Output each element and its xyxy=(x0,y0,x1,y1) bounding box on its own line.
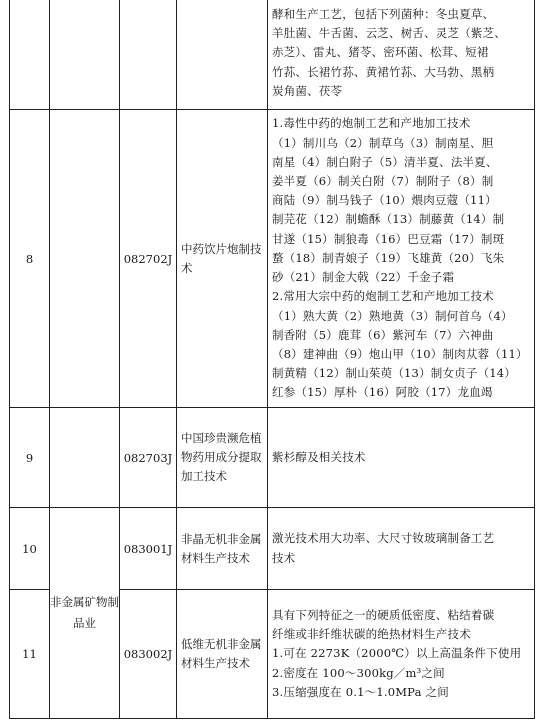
table-row xyxy=(10,110,535,408)
description-line: 红参（15）厚朴（16）阿胶（17）龙血竭 xyxy=(272,385,493,400)
category-cell xyxy=(50,0,120,110)
description-cell xyxy=(268,0,535,110)
row-number-cell: 11 xyxy=(10,590,50,719)
description-line: 蝥（18）制青娘子（19）飞雄黄（20）飞朱 xyxy=(272,250,505,265)
code-cell: 082703J xyxy=(120,408,177,508)
description-line: 羊肚菌、牛舌菌、云芝、树舌、灵芝（紫芝、 xyxy=(272,26,506,41)
row-number-cell: 9 xyxy=(10,408,50,508)
description-line: 赤芝）、雷丸、猪苓、密环菌、松茸、短裙 xyxy=(272,45,489,60)
description-line: 酵和生产工艺，包括下列菌种：冬虫夏草、 xyxy=(272,6,495,21)
tech-catalog-table xyxy=(9,0,535,719)
description-line: 甘遂（15）制狼毒（16）巴豆霜（17）制斑 xyxy=(272,231,505,246)
description-line: 南星（4）制白附子（5）清半夏、法半夏、 xyxy=(272,154,498,169)
description-cell xyxy=(268,408,535,508)
table-row xyxy=(10,408,535,508)
description-line: 砂（21）制金大戟（22）千金子霜 xyxy=(272,270,455,285)
row-number-cell: 8 xyxy=(10,110,50,408)
table-row xyxy=(10,508,535,590)
description-line: 制香附（5）鹿茸（6）紫河车（7）六神曲 xyxy=(272,327,494,342)
tech-name-cell: 中国珍贵濒危植物药用成分提取加工技术 xyxy=(177,408,268,508)
description-line: 激光技术用大功率、大尺寸钕玻璃制备工艺 xyxy=(272,531,495,546)
description-line: 3.压缩强度在 0.1～1.0MPa 之间 xyxy=(272,684,449,699)
code-cell xyxy=(120,0,177,110)
description-line: （8）建神曲（9）炮山甲（10）制肉苁蓉（11） xyxy=(272,346,528,361)
description-line: 姜半夏（6）制关白附（7）制附子（8）制 xyxy=(272,174,494,189)
table-row xyxy=(10,0,535,110)
tech-name-cell: 低维无机非金属材料生产技术 xyxy=(177,590,268,719)
description-line: 紫杉醇及相关技术 xyxy=(272,449,366,464)
description-cell xyxy=(268,508,535,590)
description-line: 制芫花（12）制蟾酥（13）制藤黄（14）制 xyxy=(272,212,505,227)
description-line: （1）制川乌（2）制草乌（3）制南星、胆 xyxy=(272,135,494,150)
category-cell xyxy=(50,110,120,408)
description-line: 制黄精（12）制山茱萸（13）制女贞子（14） xyxy=(272,366,516,381)
category-label: 非金属矿物制品业 xyxy=(50,595,119,630)
code-cell: 083001J xyxy=(120,508,177,590)
description-cell xyxy=(268,590,535,719)
category-cell xyxy=(50,508,120,719)
category-cell xyxy=(50,408,120,508)
description-line: 1.毒性中药的炮制工艺和产地加工技术 xyxy=(272,116,471,131)
description-line: 竹荪、长裙竹荪、黄裙竹荪、大马勃、黑柄 xyxy=(272,64,495,79)
tech-name-cell xyxy=(177,0,268,110)
tech-name-cell: 非晶无机非金属材料生产技术 xyxy=(177,508,268,590)
code-cell: 083002J xyxy=(120,590,177,719)
description-line: 技术 xyxy=(272,550,296,565)
row-number-cell xyxy=(10,0,50,110)
description-cell xyxy=(268,110,535,408)
row-number-cell: 10 xyxy=(10,508,50,590)
code-cell: 082702J xyxy=(120,110,177,408)
description-line: （1）熟大黄（2）熟地黄（3）制何首乌（4） xyxy=(272,308,513,323)
tech-name-cell: 中药饮片炮制技术 xyxy=(177,110,268,408)
description-line: 2.密度在 100～300kg／m³之间 xyxy=(272,665,445,680)
description-line: 1.可在 2273K（2000℃）以上高温条件下使用 xyxy=(272,646,522,661)
description-line: 炭角菌、茯苓 xyxy=(272,83,343,98)
description-line: 纤维或非纤维状碳的绝热材料生产技术 xyxy=(272,627,471,642)
description-line: 2.常用大宗中药的炮制工艺和产地加工技术 xyxy=(272,289,494,304)
description-line: 商陆（9）制马钱子（10）煨肉豆蔻（11） xyxy=(272,193,497,208)
description-line: 具有下列特征之一的硬质低密度、粘结着碳 xyxy=(272,607,495,622)
